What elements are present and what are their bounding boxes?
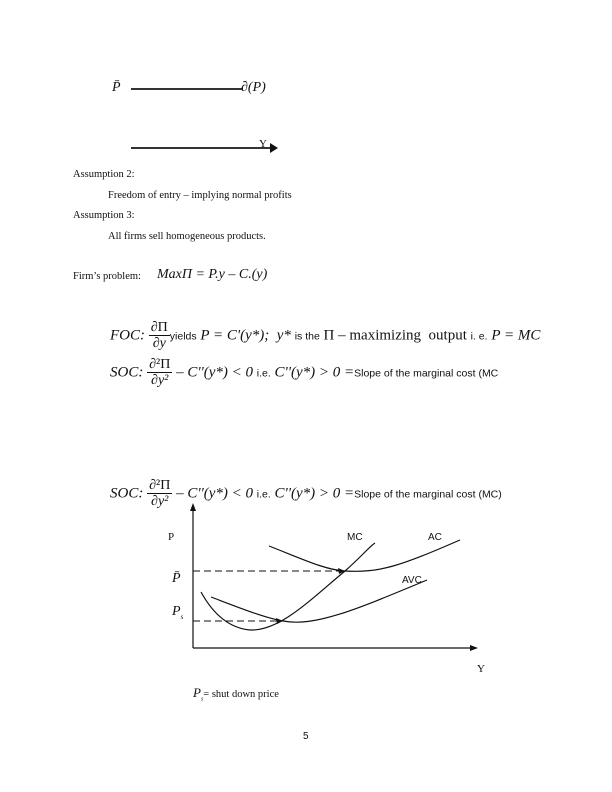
page-number: 5 — [303, 731, 309, 742]
price-line — [131, 88, 243, 90]
foc-equation: FOC: $\frac{\partial\Pi}{\partial y}$ yields P = C'(y*); y* is the Π – maximizing output i. e. P = MC — [110, 320, 541, 351]
x-axis-label: Y — [259, 138, 267, 150]
firms-problem-label: Firm’s problem: — [73, 271, 141, 282]
soc-equation-repeat: SOC: $\frac{\text{∂²Π}}{\text{∂y²}}$ – C''(y*) < 0 i.e. C''(y*) > 0 =Slope of the marginal cost (MC) — [110, 478, 502, 509]
shutdown-note: $P_s=$ shut down price — [193, 685, 279, 703]
y-axis-label: P — [168, 531, 175, 543]
foc-fraction: $\frac{\partial\Pi}{\partial y}$ — [150, 320, 168, 351]
x-axis-label: Y — [477, 663, 485, 675]
avc-label: AVC — [402, 575, 422, 586]
y-tick-p-bar: P̄ — [172, 571, 181, 586]
assumption-heading: Assumption 3: — [73, 210, 135, 221]
foc-label: FOC: — [110, 327, 145, 344]
x-axis-line — [131, 147, 271, 149]
firms-problem-equation: MaxΠ = P.y – C.(y) — [157, 267, 268, 282]
assumption-text: Freedom of entry – implying normal profits — [108, 190, 292, 201]
chart-svg — [150, 500, 500, 680]
demand-label: ∂(P) — [241, 80, 266, 95]
mc-label: MC — [347, 532, 363, 543]
soc-equation: SOC: $\frac{\text{∂²Π}}{\text{∂y²}}$ – C''(y*) < 0 i.e. C''(y*) > 0 =Slope of the marginal cost (MC — [110, 357, 499, 388]
ac-label: AC — [428, 532, 442, 543]
y-tick-ps: $P_s$ — [172, 604, 184, 621]
p-bar-label: P̄ — [112, 80, 121, 95]
arrow-right-icon — [270, 143, 278, 153]
ps-symbol: $P_s$ — [193, 685, 204, 703]
assumption-text: All firms sell homogeneous products. — [108, 231, 266, 242]
assumption-heading: Assumption 2: — [73, 169, 135, 180]
